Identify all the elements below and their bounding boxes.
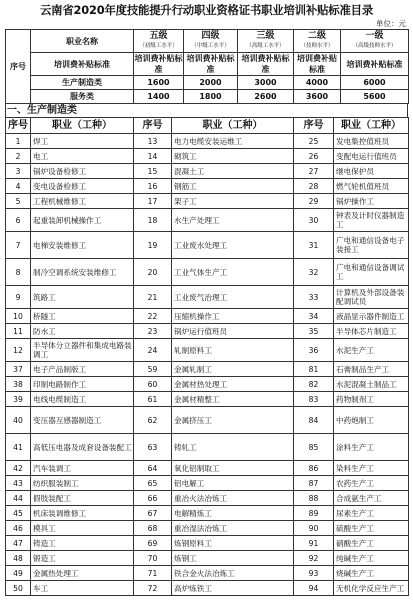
occupation-name-cell: 电子产品制版工 xyxy=(31,362,134,377)
column-header: 职业（工种） xyxy=(172,118,294,134)
seq-cell: 86 xyxy=(294,461,334,476)
occupation-name-cell: 混凝土工 xyxy=(172,164,294,179)
occupation-name-cell: 车工 xyxy=(31,581,134,596)
seq-cell: 16 xyxy=(134,179,172,194)
occupation-name-cell: 硝酸生产工 xyxy=(334,536,409,551)
seq-cell: 90 xyxy=(294,521,334,536)
occupation-name-cell: 药物制剂工 xyxy=(334,392,409,407)
table-row xyxy=(6,377,409,392)
document-page xyxy=(0,2,413,602)
seq-cell: 71 xyxy=(134,566,172,581)
occupation-name-cell: 金属轧制工 xyxy=(172,362,294,377)
occupation-name-cell: 电力电缆安装运维工 xyxy=(172,134,294,149)
occupation-name-cell: 变压器互感器制造工 xyxy=(31,407,134,434)
seq-cell: 70 xyxy=(134,551,172,566)
occupation-table-body xyxy=(6,118,409,596)
table-row xyxy=(6,179,409,194)
category-name: 服务类 xyxy=(31,90,134,104)
page-title: 云南省2020年度技能提升行动职业资格证书职业培训补贴标准目录 xyxy=(39,3,374,17)
table-row xyxy=(6,536,409,551)
column-header: 序号 xyxy=(6,118,31,134)
occupation-name-cell: 氧化铝制取工 xyxy=(172,461,294,476)
seq-cell: 60 xyxy=(134,377,172,392)
occupation-name-cell: 合成氨生产工 xyxy=(334,491,409,506)
occupation-name-cell: 水生产处理工 xyxy=(172,209,294,232)
subsidy-standard-label: 培训费补贴标准 xyxy=(238,53,294,76)
seq-cell: 34 xyxy=(294,309,334,324)
occupation-name-cell: 水泥生产工 xyxy=(334,339,409,362)
table-row xyxy=(6,392,409,407)
occupation-name-cell: 高炉炼铁工 xyxy=(172,581,294,596)
table-row xyxy=(6,566,409,581)
occupation-name-cell: 砌筑工 xyxy=(172,149,294,164)
seq-cell: 82 xyxy=(294,377,334,392)
seq-cell: 8 xyxy=(6,259,31,286)
subsidy-standard-label: 培训费补贴标准 xyxy=(294,53,341,76)
seq-cell: 32 xyxy=(294,259,334,286)
occupation-name-cell: 水泥混凝土制品工 xyxy=(334,377,409,392)
seq-cell: 12 xyxy=(6,339,31,362)
seq-cell: 7 xyxy=(6,232,31,259)
occupation-name-cell: 变配电运行值班员 xyxy=(334,149,409,164)
occupation-name-cell: 铸轧工 xyxy=(172,434,294,461)
seq-header: 序号 xyxy=(6,30,31,104)
subsidy-standard-table xyxy=(5,29,409,104)
subsidy-value: 2000 xyxy=(184,76,238,90)
seq-cell: 13 xyxy=(134,134,172,149)
occupation-name-cell: 机床装调维修工 xyxy=(31,506,134,521)
occupation-name-cell: 液晶显示器件制造工 xyxy=(334,309,409,324)
seq-cell: 3 xyxy=(6,164,31,179)
occupation-name-cell: 印制电路制作工 xyxy=(31,377,134,392)
occupation-name-cell: 电工 xyxy=(31,149,134,164)
seq-cell: 26 xyxy=(294,149,334,164)
occupation-name-cell: 筑路工 xyxy=(31,286,134,309)
category-name: 生产制造类 xyxy=(31,76,134,90)
occupation-name-cell: 铁合金火法冶炼工 xyxy=(172,566,294,581)
seq-cell: 45 xyxy=(6,506,31,521)
subsidy-value: 3000 xyxy=(238,76,294,90)
seq-cell: 29 xyxy=(294,194,334,209)
occupation-name-cell: 发电集控值班员 xyxy=(334,134,409,149)
occupation-table xyxy=(5,117,409,596)
seq-cell: 64 xyxy=(134,461,172,476)
seq-cell: 19 xyxy=(134,232,172,259)
table-header-row xyxy=(6,118,409,134)
occupation-name-cell: 桥隧工 xyxy=(31,309,134,324)
seq-cell: 46 xyxy=(6,521,31,536)
seq-cell: 11 xyxy=(6,324,31,339)
subsidy-value: 4000 xyxy=(294,76,341,90)
seq-cell: 48 xyxy=(6,551,31,566)
occupation-name-cell: 纺织服装制工 xyxy=(31,476,134,491)
table-row xyxy=(6,434,409,461)
occupation-name-cell: 钢筋工 xyxy=(172,179,294,194)
occupation-name-cell: 重冶湿法冶炼工 xyxy=(172,521,294,536)
seq-cell: 38 xyxy=(6,377,31,392)
table-row xyxy=(6,309,409,324)
occupation-name-cell: 电线电缆制造工 xyxy=(31,392,134,407)
occupation-name-cell: 电解精炼工 xyxy=(172,506,294,521)
occupation-name-cell: 铝电解工 xyxy=(172,476,294,491)
occupation-name-cell: 染料生产工 xyxy=(334,461,409,476)
occupation-name-cell: 假肢装配工 xyxy=(31,491,134,506)
seq-cell: 94 xyxy=(294,581,334,596)
subsidy-value: 1600 xyxy=(134,76,184,90)
occupation-name-cell: 汽车装调工 xyxy=(31,461,134,476)
seq-cell: 21 xyxy=(134,286,172,309)
seq-cell: 4 xyxy=(6,179,31,194)
seq-cell: 14 xyxy=(134,149,172,164)
seq-cell: 24 xyxy=(134,339,172,362)
occupation-name-cell: 中药炮制工 xyxy=(334,407,409,434)
seq-cell: 9 xyxy=(6,286,31,309)
subsidy-standard-label: 培训费补贴标准 xyxy=(184,53,238,76)
occupation-name-cell: 计算机及外部设备装配调试员 xyxy=(334,286,409,309)
seq-cell: 69 xyxy=(134,536,172,551)
seq-cell: 40 xyxy=(6,407,31,434)
subsidy-value: 1400 xyxy=(134,90,184,104)
level-header: 五级 （初级工水平） xyxy=(134,30,184,53)
table-row xyxy=(6,324,409,339)
occupation-name-cell: 变电设备检修工 xyxy=(31,179,134,194)
occupation-name-header: 职业名称 xyxy=(31,30,134,53)
subsidy-value: 6000 xyxy=(341,76,409,90)
table-row xyxy=(6,362,409,377)
occupation-name-cell: 焊工 xyxy=(31,134,134,149)
seq-cell: 20 xyxy=(134,259,172,286)
subsidy-value: 5600 xyxy=(341,90,409,104)
occupation-name-cell: 炼钢原料工 xyxy=(172,536,294,551)
seq-cell: 72 xyxy=(134,581,172,596)
occupation-name-cell: 金属热处理工 xyxy=(31,566,134,581)
seq-cell: 62 xyxy=(134,407,172,434)
seq-cell: 81 xyxy=(294,362,334,377)
occupation-name-cell: 钟表及计时仪器制造工 xyxy=(334,209,409,232)
seq-cell: 1 xyxy=(6,134,31,149)
seq-cell: 5 xyxy=(6,194,31,209)
occupation-name-cell: 制冷空调系统安装维修工 xyxy=(31,259,134,286)
column-header: 职业（工种） xyxy=(31,118,134,134)
occupation-name-cell: 起重装卸机械操作工 xyxy=(31,209,134,232)
table-row xyxy=(6,407,409,434)
seq-cell: 22 xyxy=(134,309,172,324)
subsidy-standard-label: 培训费补贴标准 xyxy=(31,53,134,76)
table-row xyxy=(6,581,409,596)
seq-cell: 31 xyxy=(294,232,334,259)
seq-cell: 15 xyxy=(134,164,172,179)
occupation-name-cell: 锅炉设备检修工 xyxy=(31,164,134,179)
seq-cell: 61 xyxy=(134,392,172,407)
seq-cell: 63 xyxy=(134,434,172,461)
occupation-name-cell: 锅炉操作工 xyxy=(334,194,409,209)
occupation-name-cell: 石膏制品生产工 xyxy=(334,362,409,377)
seq-cell: 33 xyxy=(294,286,334,309)
table-row xyxy=(6,194,409,209)
seq-cell: 65 xyxy=(134,476,172,491)
seq-cell: 68 xyxy=(134,521,172,536)
table-row xyxy=(6,149,409,164)
seq-cell: 41 xyxy=(6,434,31,461)
occupation-name-cell: 防水工 xyxy=(31,324,134,339)
column-header: 职业（工种） xyxy=(334,118,409,134)
occupation-name-cell: 工程机械维修工 xyxy=(31,194,134,209)
table-row xyxy=(6,506,409,521)
occupation-name-cell: 炼钢工 xyxy=(172,551,294,566)
table-row xyxy=(6,461,409,476)
occupation-name-cell: 重冶火法冶炼工 xyxy=(172,491,294,506)
level-header: 一级 （高级技师水平） xyxy=(341,30,409,53)
seq-cell: 25 xyxy=(294,134,334,149)
occupation-name-cell: 硫酸生产工 xyxy=(334,521,409,536)
subsidy-value: 2600 xyxy=(238,90,294,104)
seq-cell: 17 xyxy=(134,194,172,209)
column-header: 序号 xyxy=(134,118,172,134)
occupation-name-cell: 广电和通信设备电子装接工 xyxy=(334,232,409,259)
seq-cell: 27 xyxy=(294,164,334,179)
occupation-name-cell: 铸造工 xyxy=(31,536,134,551)
seq-cell: 89 xyxy=(294,506,334,521)
table-row xyxy=(6,339,409,362)
occupation-name-cell: 继电保护员 xyxy=(334,164,409,179)
seq-cell: 36 xyxy=(294,339,334,362)
table-row xyxy=(6,209,409,232)
seq-cell: 85 xyxy=(294,434,334,461)
occupation-name-cell: 轧制原料工 xyxy=(172,339,294,362)
occupation-name-cell: 锅炉运行值班员 xyxy=(172,324,294,339)
seq-cell: 83 xyxy=(294,392,334,407)
seq-cell: 66 xyxy=(134,491,172,506)
table-row xyxy=(6,491,409,506)
occupation-name-cell: 锻造工 xyxy=(31,551,134,566)
unit-label: 单位：元 xyxy=(376,19,406,28)
seq-cell: 87 xyxy=(294,476,334,491)
table-row xyxy=(6,551,409,566)
occupation-name-cell: 尿素生产工 xyxy=(334,506,409,521)
seq-cell: 59 xyxy=(134,362,172,377)
seq-cell: 88 xyxy=(294,491,334,506)
occupation-name-cell: 半导体分立器件和集成电路装调工 xyxy=(31,339,134,362)
seq-cell: 2 xyxy=(6,149,31,164)
occupation-name-cell: 半导体芯片制造工 xyxy=(334,324,409,339)
occupation-name-cell: 涂料生产工 xyxy=(334,434,409,461)
seq-cell: 49 xyxy=(6,566,31,581)
subsidy-value: 1800 xyxy=(184,90,238,104)
occupation-name-cell: 纯碱生产工 xyxy=(334,551,409,566)
seq-cell: 67 xyxy=(134,506,172,521)
seq-cell: 39 xyxy=(6,392,31,407)
occupation-name-cell: 烧碱生产工 xyxy=(334,566,409,581)
seq-cell: 44 xyxy=(6,491,31,506)
table-row xyxy=(6,134,409,149)
table-row xyxy=(6,286,409,309)
seq-cell: 37 xyxy=(6,362,31,377)
occupation-name-cell: 无机化学反应生产工 xyxy=(334,581,409,596)
table-row xyxy=(6,521,409,536)
occupation-name-cell: 模具工 xyxy=(31,521,134,536)
seq-cell: 84 xyxy=(294,407,334,434)
occupation-name-cell: 压缩机操作工 xyxy=(172,309,294,324)
occupation-name-cell: 农药生产工 xyxy=(334,476,409,491)
seq-cell: 43 xyxy=(6,476,31,491)
column-header: 序号 xyxy=(294,118,334,134)
occupation-name-cell: 工业气体生产工 xyxy=(172,259,294,286)
seq-cell: 35 xyxy=(294,324,334,339)
table-row xyxy=(6,476,409,491)
table-row xyxy=(6,259,409,286)
seq-cell: 50 xyxy=(6,581,31,596)
occupation-name-cell: 工业废气治理工 xyxy=(172,286,294,309)
occupation-name-cell: 金属材精整工 xyxy=(172,392,294,407)
subsidy-value: 3600 xyxy=(294,90,341,104)
occupation-name-cell: 广电和通信设备调试工 xyxy=(334,259,409,286)
level-header: 三级 （高级工水平） xyxy=(238,30,294,53)
table-row xyxy=(6,232,409,259)
seq-cell: 28 xyxy=(294,179,334,194)
occupation-name-cell: 高低压电器及成套设备装配工 xyxy=(31,434,134,461)
seq-cell: 18 xyxy=(134,209,172,232)
table-row xyxy=(6,164,409,179)
seq-cell: 30 xyxy=(294,209,334,232)
seq-cell: 23 xyxy=(134,324,172,339)
occupation-name-cell: 电梯安装维修工 xyxy=(31,232,134,259)
subsidy-standard-label: 培训费补贴标准 xyxy=(134,54,183,74)
occupation-name-cell: 架子工 xyxy=(172,194,294,209)
occupation-name-cell: 金属挤压工 xyxy=(172,407,294,434)
seq-cell: 91 xyxy=(294,536,334,551)
seq-cell: 47 xyxy=(6,536,31,551)
level-header: 二级 （技师水平） xyxy=(294,30,341,53)
occupation-name-cell: 燃气轮机值班员 xyxy=(334,179,409,194)
occupation-name-cell: 金属材热处理工 xyxy=(172,377,294,392)
level-header: 四级 （中级工水平） xyxy=(184,30,238,53)
occupation-name-cell: 工业废水处理工 xyxy=(172,232,294,259)
seq-cell: 6 xyxy=(6,209,31,232)
seq-cell: 93 xyxy=(294,566,334,581)
section-title: 一、生产制造类 xyxy=(5,104,408,117)
seq-cell: 92 xyxy=(294,551,334,566)
seq-cell: 42 xyxy=(6,461,31,476)
subsidy-standard-label: 培训费补贴标准 xyxy=(341,53,409,76)
seq-cell: 10 xyxy=(6,309,31,324)
